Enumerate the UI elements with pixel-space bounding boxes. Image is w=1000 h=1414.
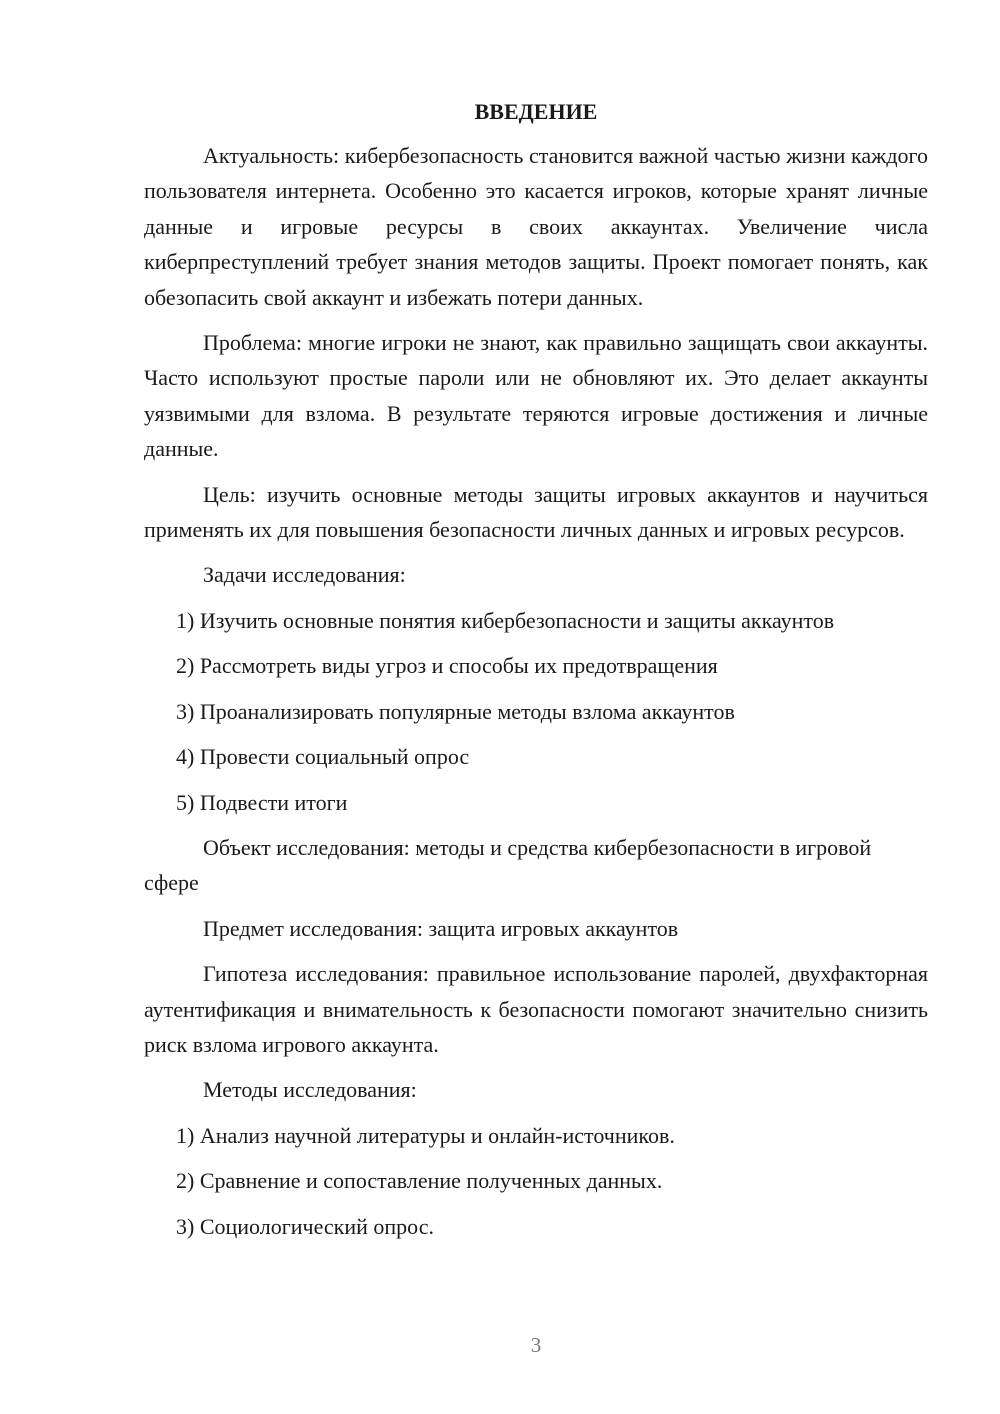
relevance-paragraph: Актуальность: кибербезопасность становится важной частью жизни каждого пользователя интернета. Особенно это касается игроков, которые хранят личные данные и игровые ресурсы в своих аккаунтах. Увеличение числа киберпреступлений требует знания методов защиты. Проект помогает понять, как обезопасить свой аккаунт и избежать потери данных. xyxy=(144,143,928,310)
method-item: 1) Анализ научной литературы и онлайн-источников. xyxy=(176,1122,675,1148)
page-body xyxy=(144,95,928,1254)
method-item: 3) Социологический опрос. xyxy=(176,1213,434,1239)
task-item: 3) Проанализировать популярные методы взлома аккаунтов xyxy=(176,698,735,724)
task-item: 5) Подвести итоги xyxy=(176,789,348,815)
page-number: 3 xyxy=(530,1333,542,1357)
method-item: 2) Сравнение и сопоставление полученных данных. xyxy=(176,1168,663,1194)
subject-paragraph: Предмет исследования: защита игровых аккаунтов xyxy=(203,915,679,941)
page-title: ВВЕДЕНИЕ xyxy=(474,99,598,124)
task-item: 1) Изучить основные понятия кибербезопасности и защиты аккаунтов xyxy=(176,607,835,633)
problem-paragraph: Проблема: многие игроки не знают, как правильно защищать свои аккаунты. Часто используют простые пароли или не обновляют их. Это делает аккаунты уязвимыми для взлома. В результате теряются игровые достижения и личные данные. xyxy=(144,330,928,462)
tasks-heading: Задачи исследования: xyxy=(203,562,406,588)
methods-heading: Методы исследования: xyxy=(203,1077,417,1103)
hypothesis-paragraph: Гипотеза исследования: правильное использование паролей, двухфакторная аутентификация и внимательность к безопасности помогают значительно снизить риск взлома игрового аккаунта. xyxy=(144,961,928,1057)
task-item: 2) Рассмотреть виды угроз и способы их предотвращения xyxy=(176,653,718,679)
object-paragraph: Объект исследования: методы и средства кибербезопасности в игровой сфере xyxy=(144,834,872,896)
goal-paragraph: Цель: изучить основные методы защиты игровых аккаунтов и научиться применять их для повышения безопасности личных данных и игровых ресурсов. xyxy=(144,481,928,543)
task-item: 4) Провести социальный опрос xyxy=(176,744,470,770)
